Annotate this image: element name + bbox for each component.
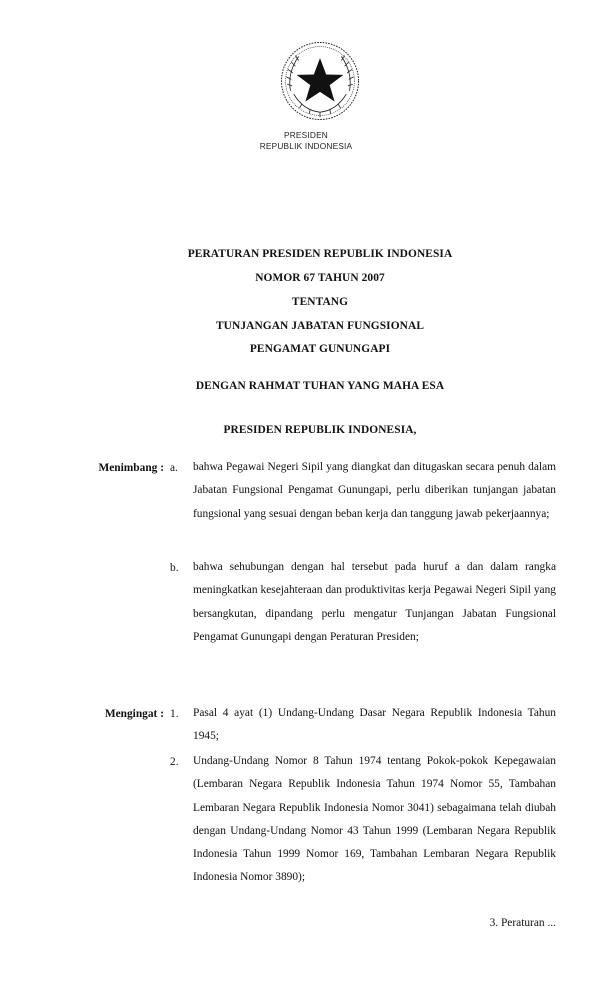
regulation-number: NOMOR 67 TAHUN 2007: [255, 272, 385, 284]
invocation: DENGAN RAHMAT TUHAN YANG MAHA ESA: [195, 380, 445, 392]
menimbang-item-marker-a: a.: [170, 462, 178, 474]
president-heading: PRESIDEN REPUBLIK INDONESIA,: [223, 424, 417, 436]
menimbang-item-text-a: bahwa Pegawai Negeri Sipil yang diangkat dan ditugaskan secara penuh dalam Jabatan Fungsional Pengamat Gunungapi, perlu diberikan tunjangan jabatan fungsional yang sesuai dengan beban kerja dan tanggung jawab pekerjaannya;: [193, 461, 556, 520]
presidential-emblem-icon: [279, 40, 361, 122]
star-wreath-icon: [279, 40, 361, 122]
regulation-title: PERATURAN PRESIDEN REPUBLIK INDONESIA: [187, 248, 453, 260]
menimbang-item-text-b: bahwa sehubungan dengan hal tersebut pada huruf a dan dalam rangka meningkatkan kesejahteraan dan produktivitas kerja Pegawai Negeri Sipil yang bersangkutan, dipandang perlu mengatur Tunjangan Jabatan Fungsional Pengamat Gunungapi dengan Peraturan Presiden;: [193, 561, 556, 643]
issuer-line-1: PRESIDEN: [283, 130, 329, 140]
page-continuation: 3. Peraturan ...: [489, 917, 556, 929]
regulation-tentang: TENTANG: [291, 296, 349, 308]
regulation-subject-line-2: PENGAMAT GUNUNGAPI: [249, 343, 391, 355]
regulation-subject-line-1: TUNJANGAN JABATAN FUNGSIONAL: [215, 320, 425, 332]
mengingat-item-marker-1: 1.: [170, 708, 179, 720]
mengingat-label: Mengingat :: [104, 708, 164, 720]
mengingat-item-text-1: Pasal 4 ayat (1) Undang-Undang Dasar Negara Republik Indonesia Tahun 1945;: [193, 707, 556, 743]
mengingat-item-marker-2: 2.: [170, 756, 179, 768]
menimbang-label: Menimbang :: [98, 462, 164, 474]
menimbang-item-marker-b: b.: [170, 562, 179, 574]
issuer-line-2: REPUBLIK INDONESIA: [259, 141, 353, 151]
mengingat-item-text-2: Undang-Undang Nomor 8 Tahun 1974 tentang Pokok-pokok Kepegawaian (Lembaran Negara Republik Indonesia Tahun 1974 Nomor 55, Tambahan Lembaran Negara Republik Indonesia Nomor 3041) sebagaimana telah diubah dengan Undang-Undang Nomor 43 Tahun 1999 (Lembaran Negara Republik Indonesia Tahun 1999 Nomor 169, Tambahan Lembaran Negara Republik Indonesia Nomor 3890);: [193, 755, 556, 884]
